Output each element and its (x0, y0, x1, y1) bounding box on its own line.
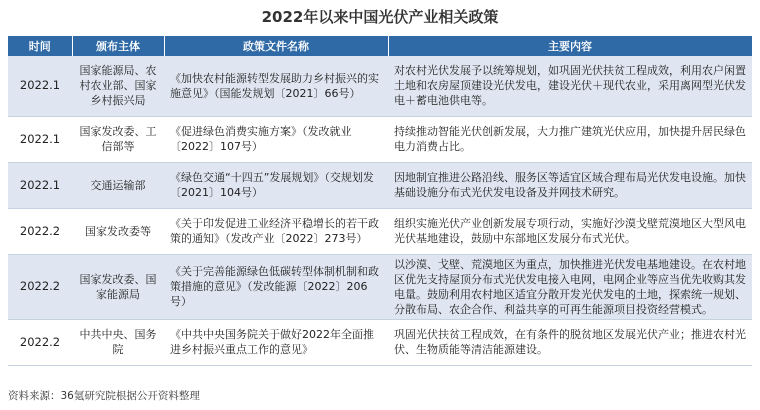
table-row (8, 56, 752, 116)
table-row (8, 319, 752, 365)
table-row (8, 116, 752, 162)
cell-issuer: 国家能源局、农村农业部、国家乡村振兴局 (72, 56, 164, 116)
cell-issuer: 国家发改委、工信部等 (72, 116, 164, 162)
table-row (8, 208, 752, 254)
header-content: 主要内容 (388, 36, 752, 56)
table-row (8, 162, 752, 208)
cell-time: 2022.2 (8, 319, 72, 365)
cell-document: 《加快农村能源转型发展助力乡村振兴的实施意见》（国能发规划〔2021〕66号） (164, 56, 388, 116)
cell-content: 因地制宜推进公路沿线、服务区等适宜区域合理布局光伏发电设施。加快基础设施分布式光伏发电设备及并网技术研究。 (388, 162, 752, 208)
cell-document: 《中共中央国务院关于做好2022年全面推进乡村振兴重点工作的意见》 (164, 319, 388, 365)
cell-content: 巩固光伏扶贫工程成效，在有条件的脱贫地区发展光伏产业；推进农村光伏、生物质能等清洁能源建设。 (388, 319, 752, 365)
cell-document: 《关于印发促进工业经济平稳增长的若干政策的通知》（发改产业〔2022〕273号） (164, 208, 388, 254)
source-note: 资料来源：36氪研究院根据公开资料整理 (8, 390, 200, 402)
cell-content: 组织实施光伏产业创新发展专项行动，实施好沙漠戈壁荒漠地区大型风电光伏基地建设，鼓励中东部地区发展分布式光伏。 (388, 208, 752, 254)
cell-issuer: 交通运输部 (72, 162, 164, 208)
header-document: 政策文件名称 (164, 36, 388, 56)
cell-time: 2022.2 (8, 208, 72, 254)
cell-issuer: 国家发改委等 (72, 208, 164, 254)
cell-time: 2022.1 (8, 116, 72, 162)
policy-table (8, 36, 753, 366)
cell-document: 《促进绿色消费实施方案》（发改就业〔2022〕107号） (164, 116, 388, 162)
cell-content: 以沙漠、戈壁、荒漠地区为重点，加快推进光伏发电基地建设。在农村地区优先支持屋顶分布式光伏发电接入电网，电网企业等应当优先收购其发电量。鼓励利用农村地区适宜分散开发光伏发电的土地，探索统一规划、分散布局、农企合作、利益共享的可再生能源项目投资经营模式。 (388, 254, 752, 319)
cell-issuer: 国家发改委、国家能源局 (72, 254, 164, 319)
cell-time: 2022.1 (8, 162, 72, 208)
cell-document: 《绿色交通“十四五”发展规划》（交规划发〔2021〕104号） (164, 162, 388, 208)
cell-document: 《关于完善能源绿色低碳转型体制机制和政策措施的意见》（发改能源〔2022〕206号） (164, 254, 388, 319)
cell-time: 2022.2 (8, 254, 72, 319)
table-header-row (8, 36, 752, 56)
header-time: 时间 (8, 36, 72, 56)
cell-content: 对农村光伏发展予以统筹规划，如巩固光伏扶贫工程成效，利用农户闲置土地和农房屋顶建设光伏发电，建设光伏＋现代农业，采用离网型光伏发电＋蓄电池供电等。 (388, 56, 752, 116)
cell-content: 持续推动智能光伏创新发展，大力推广建筑光伏应用，加快提升居民绿色电力消费占比。 (388, 116, 752, 162)
cell-issuer: 中共中央、国务院 (72, 319, 164, 365)
table-row (8, 254, 752, 319)
header-issuer: 颁布主体 (72, 36, 164, 56)
cell-time: 2022.1 (8, 56, 72, 116)
page-title: 2022年以来中国光伏产业相关政策 (261, 8, 499, 26)
